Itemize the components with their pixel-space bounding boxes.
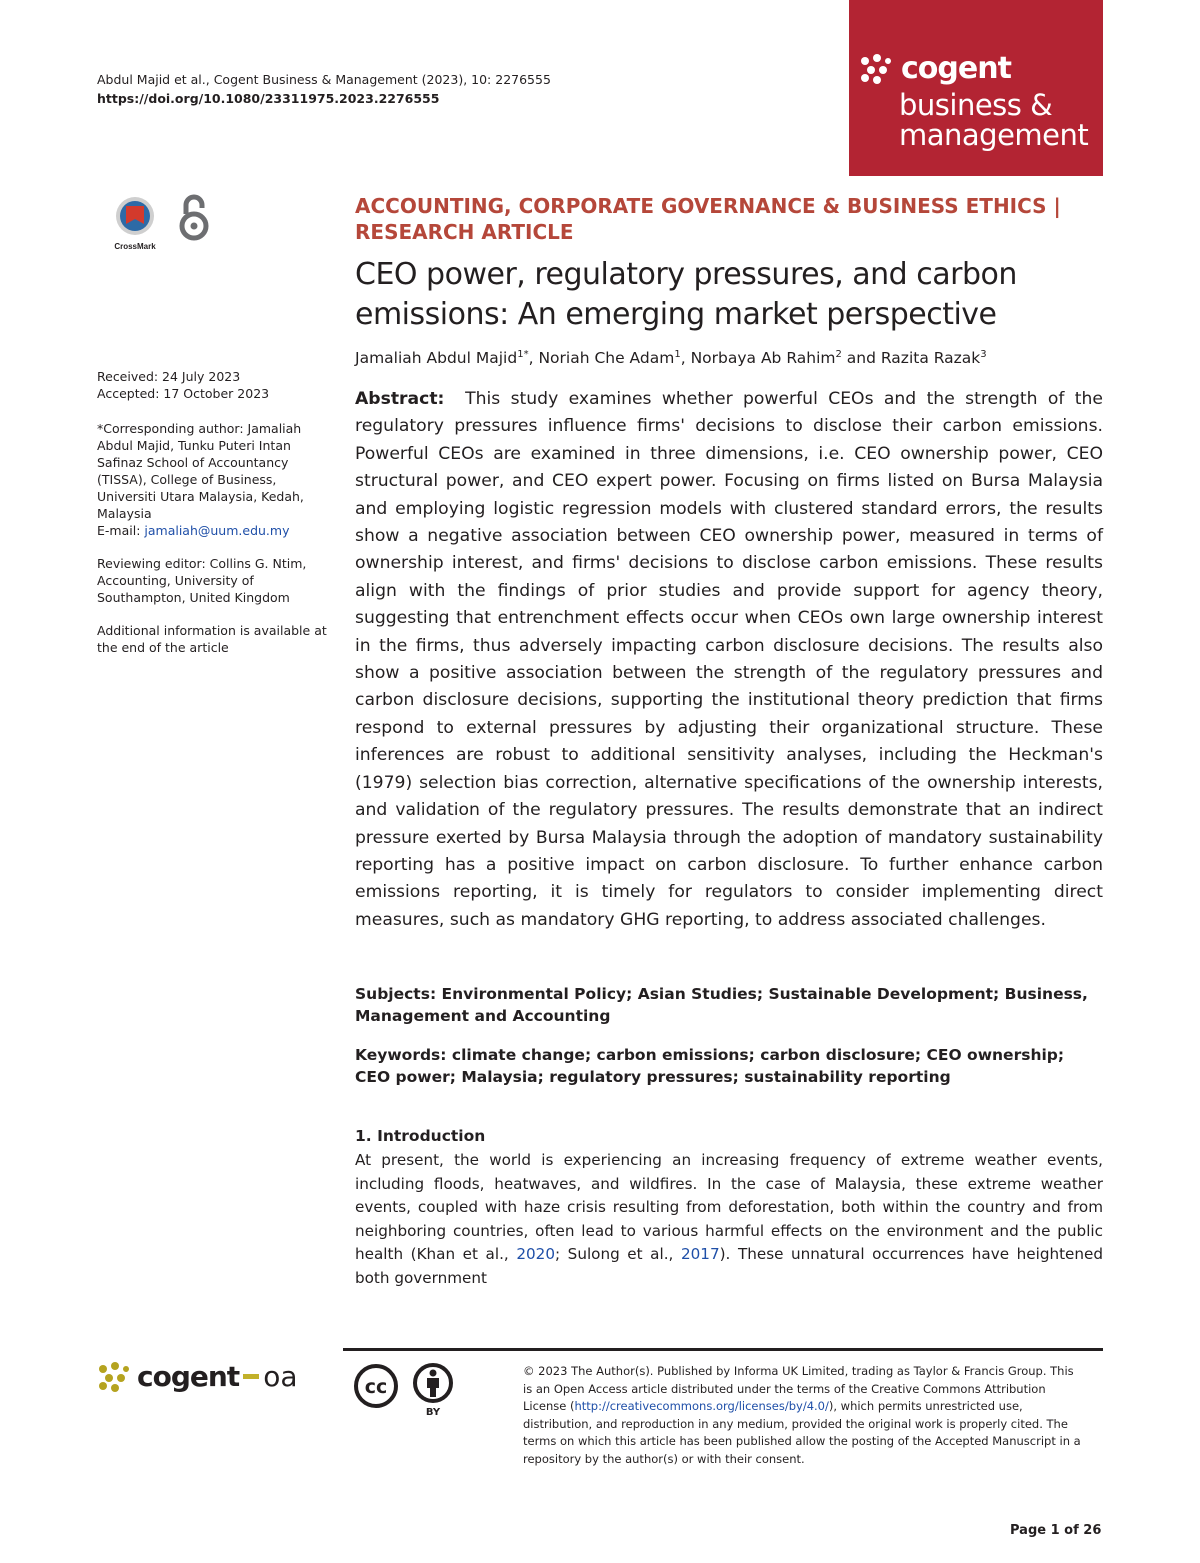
accepted-date: Accepted: 17 October 2023 [97,386,270,401]
intro-text: At present, the world is experiencing an increasing frequency of extreme weather events, including floods, heatwaves, and wildfires. In the case of Malaysia, these extreme weather events, coupled with haze crisis resulting from deforestation, both within the country and from neighboring countries, often lead to various harmful effects on the environment and the public health (Khan et al., [355,1151,1103,1264]
abstract-text: This study examines whether powerful CEOs and the strength of the regulatory pressures influence firms' decisions to disclose their carbon emissions. Powerful CEOs are examined in three dimensions, i.e. CEO ownership power, CEO structural power, and CEO expert power. Focusing on firms listed on Bursa Malaysia and employing logistic regression models with clustered standard errors, the results show a negative association between CEO ownership power, measured in terms of ownership interest, and firms' decisions to disclose carbon emissions. These results align with the findings of prior studies and provide support for agency theory, suggesting that entrenchment effects occur when CEOs own large ownership interest in the firms, thus adversely impacting carbon disclosure decisions. The results also show a positive association between the strength of the regulatory pressures and carbon disclosure decisions, supporting the institutional theory prediction that firms respond to external pressures by adjusting their organizational structure. These inferences are robust to additional sensitivity analyses, including the Heckman's (1979) selection bias correction, alternative specifications of the ownership interests, and validation of the regulatory pressures. The results demonstrate that an indirect pressure exerted by Bursa Malaysia through the adoption of mandatory sustainability reporting has a positive impact on carbon disclosure. To further enhance carbon emissions reporting, it is timely for regulators to consider implementing direct measures, such as mandatory GHG reporting, to address associated challenges. [355,389,1103,930]
by-label: BY [425,1407,441,1417]
crossmark-label: CrossMark [114,242,156,251]
intro-text: ). These unnatural occurrences have heightened both government [355,1245,1104,1287]
received-date: Received: 24 July 2023 [97,369,241,384]
subjects: Subjects: Environmental Policy; Asian Studies; Sustainable Development; Business, Management and Accounting [355,985,1088,1025]
author-separator: and [841,349,881,368]
page-number: Page 1 of 26 [1010,1523,1102,1538]
citation-link[interactable]: 2020 [516,1245,555,1264]
author-separator: , [528,349,539,368]
corresponding-author: *Corresponding author: Jamaliah Abdul Majid, Tunku Puteri Intan Safinaz School of Accountancy (TISSA), College of Business, Universiti Utara Malaysia, Kedah, Malaysia [97,421,304,521]
author-email-link[interactable]: jamaliah@uum.edu.my [144,523,290,538]
author-affiliation[interactable]: 1* [517,349,529,360]
crossmark-icon[interactable] [112,196,158,252]
open-access-icon [176,194,212,242]
abstract-label: Abstract: [355,389,445,409]
author-affiliation[interactable]: 1 [674,349,681,360]
cogent-oa-logo [97,1360,297,1393]
cogent-oa-dots-icon [97,1362,131,1392]
journal-brand-box [849,0,1103,176]
cc-label: cc [364,1376,388,1398]
cogent-oa-dash [243,1374,259,1379]
author-separator: , [680,349,691,368]
brand-line-3: management [899,118,1089,152]
cogent-oa-text: cogent [137,1360,240,1393]
article-sidebar [97,368,337,672]
intro-text: ; Sulong et al., [554,1245,681,1264]
author-name: Noriah Che Adam [538,349,675,368]
intro-paragraph [355,1149,1103,1291]
abstract [355,386,1103,934]
keywords: Keywords: climate change; carbon emissions; carbon disclosure; CEO ownership; CEO power; Malaysia; regulatory pressures; sustainability reporting [355,1046,1065,1086]
additional-info: Additional information is available at the end of the article [97,623,327,655]
creative-commons-icon[interactable] [353,1363,399,1409]
email-label: E-mail: [97,523,141,538]
citation-text: Abdul Majid et al., Cogent Business & Management (2023), 10: 2276555 [97,72,551,87]
cogent-oa-suffix: oa [263,1360,298,1393]
citation-link[interactable]: 2017 [680,1245,720,1264]
author-affiliation[interactable]: 3 [980,349,987,360]
author-list [355,344,1100,369]
reviewing-editor: Reviewing editor: Collins G. Ntim, Accounting, University of Southampton, United Kingdom [97,556,307,605]
author-name: Razita Razak [880,349,981,368]
license-link[interactable]: http://creativecommons.org/licenses/by/4.0/ [574,1399,829,1413]
article-citation [97,70,551,108]
author-name: Jamaliah Abdul Majid [355,349,518,368]
footer-divider [343,1348,1103,1351]
intro-heading: 1. Introduction [355,1127,486,1145]
cogent-dots-icon [859,54,895,84]
author-name: Norbaya Ab Rahim [690,349,836,368]
attribution-icon[interactable] [412,1363,454,1417]
author-affiliation[interactable]: 2 [835,349,842,360]
brand-cogent: cogent [901,51,1011,86]
license-text: © 2023 The Author(s). Published by Informa UK Limited, trading as Taylor & Francis Group. This is an Open Access article distributed under the terms of the Creative Commons Attribution License ( [523,1364,1074,1413]
brand-line-2: business & [899,88,1053,122]
license-statement [523,1363,1083,1468]
license-text: ), which permits unrestricted use, distribution, and reproduction in any medium, provided the original work is properly cited. The terms on which this article has been published allow the posting of the Accepted Manuscript in a repository by the author(s) or with their consent. [523,1399,1081,1466]
section-label: ACCOUNTING, CORPORATE GOVERNANCE & BUSINESS ETHICS | RESEARCH ARTICLE [355,194,1061,244]
article-title: CEO power, regulatory pressures, and carbon emissions: An emerging market perspective [355,257,1017,332]
doi-link[interactable]: https://doi.org/10.1080/23311975.2023.2276555 [97,91,440,106]
